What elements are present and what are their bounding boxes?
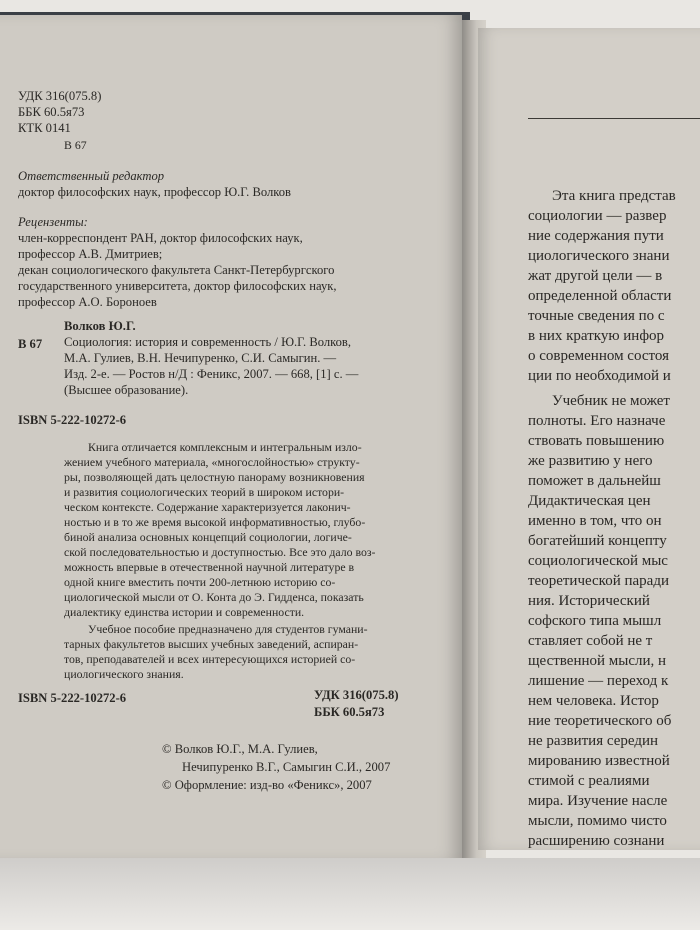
right-line: софского типа мышл: [528, 613, 662, 629]
right-line: ние теоретического об: [528, 713, 672, 729]
author-heading: Волков Ю.Г.: [64, 319, 136, 333]
bbk-line: ББК 60.5я73: [18, 105, 85, 119]
right-line: мысли, помимо чисто: [528, 813, 667, 829]
right-line: поможет в дальнейш: [528, 473, 661, 489]
right-line: именно в том, что он: [528, 513, 662, 529]
annotation-line: тарных факультетов высших учебных заведений, аспиран-: [64, 637, 359, 651]
annotation-line: диалектику единства истории и современности.: [64, 605, 305, 619]
right-line: лишение — переход к: [528, 673, 669, 689]
udk-bottom: УДК 316(075.8): [314, 688, 399, 702]
copyright-line: © Волков Ю.Г., М.А. Гулиев,: [162, 742, 318, 756]
annotation-line: ческом контексте. Содержание характеризуется лаконич-: [64, 500, 351, 514]
right-line: социологической мыс: [528, 553, 668, 569]
annotation-line: ской последовательностью и доступностью. Все это дало воз-: [64, 545, 376, 559]
biblio-line: (Высшее образование).: [64, 383, 189, 397]
udk-line: УДК 316(075.8): [18, 89, 102, 103]
copyright-line: Нечипуренко В.Г., Самыгин С.И., 2007: [182, 760, 391, 774]
isbn-top: ISBN 5-222-10272-6: [18, 413, 127, 427]
index-code: В 67: [18, 337, 43, 351]
editor-label: Ответственный редактор: [18, 169, 165, 183]
right-line: теоретической паради: [528, 573, 669, 589]
table-surface: [0, 858, 700, 930]
right-line: социологии — развер: [528, 208, 667, 224]
reviewers-label: Рецензенты:: [18, 215, 88, 229]
reviewer-line: член-корреспондент РАН, доктор философских наук,: [18, 231, 303, 245]
isbn-bottom: ISBN 5-222-10272-6: [18, 691, 127, 705]
annotation-line: можность впервые в отечественной научной литературе в: [64, 560, 355, 574]
copyright-line: © Оформление: изд-во «Феникс», 2007: [162, 778, 372, 792]
right-line: мира. Изучение насле: [528, 793, 668, 809]
right-line: определенной области: [528, 288, 672, 304]
right-line: же развитию у него: [528, 453, 653, 469]
annotation-line: циологического знания.: [64, 667, 184, 681]
annotation-line: циологической мысли от О. Конта до Э. Гидденса, показать: [64, 590, 364, 604]
right-line: циологического знани: [528, 248, 670, 264]
reviewer-line: декан социологического факультета Санкт-Петербургского: [18, 263, 335, 277]
annotation-line: Книга отличается комплексным и интегральным изло-: [88, 440, 362, 454]
annotation-line: тов, преподавателей и всех интересующихся историей со-: [64, 652, 356, 666]
biblio-line: М.А. Гулиев, В.Н. Нечипуренко, С.И. Самыгин. —: [64, 351, 337, 365]
annotation-line: ры, позволяющей дать целостную панораму возникновения: [64, 470, 365, 484]
annotation-line: Учебное пособие предназначено для студентов гумани-: [88, 622, 368, 636]
ktk-line: КТК 0141: [18, 121, 71, 135]
editor: доктор философских наук, профессор Ю.Г. Волков: [18, 185, 291, 199]
right-line: полноты. Его назначе: [528, 413, 666, 429]
annotation-line: и развития социологических теорий в широком истори-: [64, 485, 345, 499]
right-line: расширению сознани: [528, 833, 665, 849]
right-line: мированию известной: [528, 753, 670, 769]
right-line: о современном состоя: [528, 348, 669, 364]
right-line: ставляет собой не т: [528, 633, 653, 649]
biblio-line: Социология: история и современность / Ю.Г. Волков,: [64, 335, 351, 349]
right-line: в них краткую инфор: [528, 328, 665, 344]
right-line: богатейший концепту: [528, 533, 667, 549]
left-page: [0, 15, 462, 860]
right-line: ния. Исторический: [528, 593, 650, 609]
right-line: ние содержания пути: [528, 228, 664, 244]
reviewer-line: профессор А.О. Бороноев: [18, 295, 157, 309]
right-line: стимой с реалиями: [528, 773, 650, 789]
right-line: ствовать повышению: [528, 433, 665, 449]
right-line: точные сведения по с: [528, 308, 665, 324]
annotation-line: одной книге вместить почти 200-летнюю историю со-: [64, 575, 336, 589]
right-line: Учебник не может: [552, 393, 670, 409]
index-code-small: В 67: [64, 138, 87, 152]
annotation-line: ностью и в то же время высокой информативностью, глубо-: [64, 515, 366, 529]
right-line: Дидактическая цен: [528, 493, 651, 509]
reviewer-line: профессор А.В. Дмитриев;: [18, 247, 163, 261]
right-line: щественной мысли, н: [528, 653, 667, 669]
biblio-line: Изд. 2-е. — Ростов н/Д : Феникс, 2007. — 668, [1] с. —: [64, 367, 359, 381]
right-line: жат другой цели — в: [528, 268, 663, 284]
annotation-line: биной анализа основных концепций социологии, логиче-: [64, 530, 352, 544]
right-line: ции по необходимой и: [528, 368, 671, 384]
right-line: нем человека. Истор: [528, 693, 659, 709]
bbk-bottom: ББК 60.5я73: [314, 705, 385, 719]
annotation-line: жением учебного материала, «многослойностью» структу-: [64, 455, 360, 469]
right-page: [478, 28, 700, 850]
reviewer-line: государственного университета, доктор философских наук,: [18, 279, 337, 293]
right-line: Эта книга представ: [552, 188, 676, 204]
right-line: не развития середин: [528, 733, 659, 749]
header-rule: [528, 118, 700, 119]
